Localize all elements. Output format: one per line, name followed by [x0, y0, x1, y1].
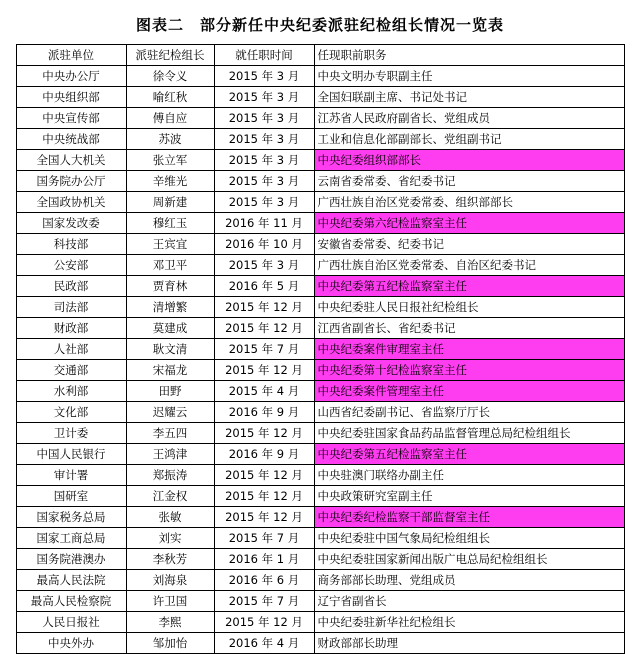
cell-post: 中央驻澳门联络办副主任 — [314, 465, 624, 486]
cell-post: 云南省委常委、省纪委书记 — [314, 171, 624, 192]
cell-unit: 公安部 — [16, 255, 126, 276]
column-header-post: 任现职前职务 — [314, 45, 624, 66]
cell-name: 邹加怡 — [126, 633, 214, 654]
cell-name: 穆红玉 — [126, 213, 214, 234]
cell-date: 2015 年 12 月 — [214, 612, 314, 633]
cell-post: 中央纪委第六纪检监察室主任 — [314, 213, 624, 234]
cell-date: 2016 年 6 月 — [214, 570, 314, 591]
column-header-name: 派驻纪检组长 — [126, 45, 214, 66]
cell-post: 商务部部长助理、党组成员 — [314, 570, 624, 591]
cell-date: 2015 年 12 月 — [214, 360, 314, 381]
cell-name: 刘海泉 — [126, 570, 214, 591]
roster-table — [16, 44, 625, 654]
cell-name: 许卫国 — [126, 591, 214, 612]
table-row — [16, 171, 624, 192]
cell-date: 2016 年 11 月 — [214, 213, 314, 234]
table-row — [16, 591, 624, 612]
cell-date: 2015 年 3 月 — [214, 66, 314, 87]
cell-unit: 文化部 — [16, 402, 126, 423]
cell-name: 李熙 — [126, 612, 214, 633]
cell-name: 宋福龙 — [126, 360, 214, 381]
cell-post: 中央纪委驻中国气象局纪检组组长 — [314, 528, 624, 549]
cell-name: 莫建成 — [126, 318, 214, 339]
column-header-unit: 派驻单位 — [16, 45, 126, 66]
cell-post: 工业和信息化部副部长、党组副书记 — [314, 129, 624, 150]
table-row — [16, 339, 624, 360]
table-row — [16, 276, 624, 297]
table-row — [16, 570, 624, 591]
cell-unit: 中央宣传部 — [16, 108, 126, 129]
cell-unit: 审计署 — [16, 465, 126, 486]
page-title: 图表二 部分新任中央纪委派驻纪检组长情况一览表 — [135, 16, 504, 34]
cell-unit: 人社部 — [16, 339, 126, 360]
cell-unit: 国务院办公厅 — [16, 171, 126, 192]
cell-unit: 最高人民检察院 — [16, 591, 126, 612]
cell-post: 中央纪委驻国家新闻出版广电总局纪检组组长 — [314, 549, 624, 570]
table-row — [16, 129, 624, 150]
cell-date: 2016 年 9 月 — [214, 444, 314, 465]
cell-post: 安徽省委常委、纪委书记 — [314, 234, 624, 255]
table-row — [16, 507, 624, 528]
cell-name: 清增繁 — [126, 297, 214, 318]
cell-name: 周新建 — [126, 192, 214, 213]
cell-date: 2015 年 3 月 — [214, 192, 314, 213]
cell-name: 王鸿津 — [126, 444, 214, 465]
cell-date: 2015 年 7 月 — [214, 528, 314, 549]
cell-unit: 国研室 — [16, 486, 126, 507]
cell-unit: 交通部 — [16, 360, 126, 381]
cell-name: 李秋芳 — [126, 549, 214, 570]
cell-date: 2016 年 5 月 — [214, 276, 314, 297]
cell-date: 2015 年 12 月 — [214, 318, 314, 339]
cell-date: 2015 年 12 月 — [214, 423, 314, 444]
cell-post: 中央纪委驻国家食品药品监督管理总局纪检组组长 — [314, 423, 624, 444]
cell-post: 中央文明办专职副主任 — [314, 66, 624, 87]
cell-unit: 民政部 — [16, 276, 126, 297]
cell-post: 中央纪委驻人民日报社纪检组长 — [314, 297, 624, 318]
cell-unit: 国家发改委 — [16, 213, 126, 234]
cell-date: 2015 年 3 月 — [214, 87, 314, 108]
cell-date: 2015 年 3 月 — [214, 108, 314, 129]
table-row — [16, 108, 624, 129]
cell-post: 全国妇联副主席、书记处书记 — [314, 87, 624, 108]
table-row — [16, 297, 624, 318]
cell-date: 2015 年 3 月 — [214, 171, 314, 192]
cell-post: 中央纪委案件管理室主任 — [314, 381, 624, 402]
cell-unit: 中央办公厅 — [16, 66, 126, 87]
table-row — [16, 213, 624, 234]
cell-name: 郑振涛 — [126, 465, 214, 486]
cell-unit: 财政部 — [16, 318, 126, 339]
cell-post: 辽宁省副省长 — [314, 591, 624, 612]
cell-date: 2015 年 12 月 — [214, 465, 314, 486]
table-row — [16, 633, 624, 654]
cell-unit: 国务院港澳办 — [16, 549, 126, 570]
cell-date: 2016 年 4 月 — [214, 633, 314, 654]
cell-post: 广西壮族自治区党委常委、自治区纪委书记 — [314, 255, 624, 276]
table-row — [16, 318, 624, 339]
cell-date: 2015 年 12 月 — [214, 507, 314, 528]
cell-unit: 中央外办 — [16, 633, 126, 654]
cell-post: 广西壮族自治区党委常委、组织部部长 — [314, 192, 624, 213]
cell-post: 山西省纪委副书记、省监察厅厅长 — [314, 402, 624, 423]
cell-date: 2016 年 1 月 — [214, 549, 314, 570]
cell-post: 中央纪委组织部部长 — [314, 150, 624, 171]
table-header-row — [16, 45, 624, 66]
cell-name: 迟耀云 — [126, 402, 214, 423]
cell-name: 苏波 — [126, 129, 214, 150]
cell-post: 江苏省人民政府副省长、党组成员 — [314, 108, 624, 129]
cell-post: 财政部部长助理 — [314, 633, 624, 654]
cell-post: 中央纪委第五纪检监察室主任 — [314, 444, 624, 465]
cell-name: 王宾宜 — [126, 234, 214, 255]
table-row — [16, 402, 624, 423]
cell-unit: 国家税务总局 — [16, 507, 126, 528]
cell-unit: 科技部 — [16, 234, 126, 255]
cell-name: 李五四 — [126, 423, 214, 444]
table-row — [16, 444, 624, 465]
cell-name: 江金权 — [126, 486, 214, 507]
table-row — [16, 87, 624, 108]
cell-date: 2015 年 12 月 — [214, 297, 314, 318]
cell-date: 2015 年 12 月 — [214, 486, 314, 507]
table-header — [16, 45, 624, 66]
cell-unit: 中央统战部 — [16, 129, 126, 150]
cell-unit: 全国人大机关 — [16, 150, 126, 171]
table-row — [16, 549, 624, 570]
cell-name: 张敏 — [126, 507, 214, 528]
cell-date: 2015 年 3 月 — [214, 129, 314, 150]
cell-post: 中央政策研究室副主任 — [314, 486, 624, 507]
cell-post: 中央纪委第十纪检监察室主任 — [314, 360, 624, 381]
cell-date: 2015 年 7 月 — [214, 591, 314, 612]
cell-post: 中央纪委驻新华社纪检组长 — [314, 612, 624, 633]
cell-post: 中央纪委案件审理室主任 — [314, 339, 624, 360]
cell-name: 耿文清 — [126, 339, 214, 360]
cell-date: 2015 年 3 月 — [214, 255, 314, 276]
cell-date: 2016 年 10 月 — [214, 234, 314, 255]
cell-name: 邓卫平 — [126, 255, 214, 276]
table-row — [16, 255, 624, 276]
table-row — [16, 612, 624, 633]
cell-post: 中央纪委第五纪检监察室主任 — [314, 276, 624, 297]
table-row — [16, 150, 624, 171]
cell-unit: 人民日报社 — [16, 612, 126, 633]
table-row — [16, 423, 624, 444]
table-row — [16, 66, 624, 87]
cell-name: 刘实 — [126, 528, 214, 549]
cell-unit: 最高人民法院 — [16, 570, 126, 591]
table-row — [16, 360, 624, 381]
cell-name: 喻红秋 — [126, 87, 214, 108]
cell-unit: 中央组织部 — [16, 87, 126, 108]
cell-name: 傅自应 — [126, 108, 214, 129]
table-row — [16, 192, 624, 213]
table-row — [16, 528, 624, 549]
cell-post: 中央纪委纪检监察干部监督室主任 — [314, 507, 624, 528]
column-header-date: 就任职时间 — [214, 45, 314, 66]
table-row — [16, 465, 624, 486]
cell-unit: 水利部 — [16, 381, 126, 402]
cell-date: 2016 年 9 月 — [214, 402, 314, 423]
cell-date: 2015 年 4 月 — [214, 381, 314, 402]
cell-date: 2015 年 7 月 — [214, 339, 314, 360]
table-body — [16, 66, 624, 654]
cell-name: 徐令义 — [126, 66, 214, 87]
cell-unit: 全国政协机关 — [16, 192, 126, 213]
cell-name: 辛维光 — [126, 171, 214, 192]
cell-unit: 中国人民银行 — [16, 444, 126, 465]
cell-post: 江西省副省长、省纪委书记 — [314, 318, 624, 339]
table-row — [16, 381, 624, 402]
cell-date: 2015 年 3 月 — [214, 150, 314, 171]
table-row — [16, 486, 624, 507]
table-row — [16, 234, 624, 255]
cell-unit: 司法部 — [16, 297, 126, 318]
cell-name: 张立军 — [126, 150, 214, 171]
cell-unit: 国家工商总局 — [16, 528, 126, 549]
cell-name: 贾育林 — [126, 276, 214, 297]
cell-name: 田野 — [126, 381, 214, 402]
cell-unit: 卫计委 — [16, 423, 126, 444]
